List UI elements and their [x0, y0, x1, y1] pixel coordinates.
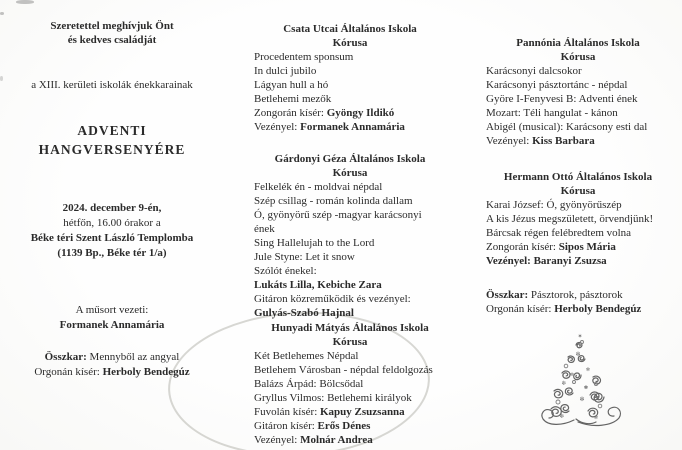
- host-name: Formanek Annamária: [59, 319, 165, 331]
- song-title: Betlehem Városban - népdal feldolgozás: [254, 364, 433, 376]
- song-title: Karácsonyi dalcsokor: [486, 65, 582, 77]
- choir-name: [478, 36, 678, 64]
- choir-name: [478, 170, 678, 198]
- svg-text:✶: ✶: [577, 333, 583, 340]
- choir-name-line-2: Kórusa: [332, 37, 368, 49]
- song-title: Felkelék én - moldvai népdal: [254, 181, 383, 193]
- scan-smudge: [0, 12, 4, 15]
- opening-block: [10, 350, 214, 380]
- credit-label: Gitáron kísér:: [254, 420, 318, 432]
- song-title: Karai József: Ó, gyönyörűszép: [486, 199, 622, 211]
- credit-name: Erős Dénes: [317, 420, 371, 432]
- svg-text:✻: ✻: [593, 415, 599, 421]
- event-subtitle: a XIII. kerületi iskolák énekkarainak: [31, 79, 193, 91]
- finale-block: [478, 288, 678, 316]
- song-title: Sing Hallelujah to the Lord: [254, 237, 375, 249]
- greeting-line-2: és kedves családját: [67, 34, 157, 46]
- organ-credit-line: [478, 302, 678, 316]
- credit-label: Zongorán kísér:: [486, 241, 559, 253]
- opening-piece: Mennyből az angyal: [89, 351, 180, 363]
- credit-label: Zongorán kísér:: [254, 107, 327, 119]
- event-title-line-2: HANGVERSENYÉRE: [38, 142, 186, 157]
- credit-label: Vezényel:: [254, 121, 301, 133]
- svg-text:✻: ✻: [575, 351, 581, 358]
- event-date: 2024. december 9-én,: [62, 202, 162, 214]
- choir-name-line-2: Kórusa: [560, 185, 596, 197]
- credit-label: Fuvolán kísér:: [254, 406, 320, 418]
- svg-text:❄: ❄: [561, 380, 567, 387]
- organ-name: Herboly Bendegúz: [102, 366, 190, 378]
- song-title: Györe I-Fenyvesi B: Adventi ének: [486, 93, 638, 105]
- song-title: Mozart: Téli hangulat - kánon: [486, 107, 618, 119]
- choir-name-line-1: Csata Utcai Általános Iskola: [283, 23, 417, 35]
- svg-text:✻: ✻: [585, 367, 591, 373]
- song-title: Ó, gyönyörű szép -magyar karácsonyi ének: [254, 209, 422, 235]
- credit-line-conductor: [248, 433, 452, 447]
- event-title-line-1: ADVENTI: [77, 123, 147, 138]
- credit-name: Sipos Mária: [558, 241, 616, 253]
- song-title: Bárcsak régen felébredtem volna: [486, 227, 632, 239]
- guitar-conductor-label: Gitáron közreműködik és vezényel:: [254, 293, 411, 305]
- opening-label: Összkar:: [44, 351, 90, 363]
- choir-block-hunyadi: [248, 321, 452, 447]
- credit-line-guitar: [248, 419, 452, 433]
- choir-name-line-2: Kórusa: [332, 167, 368, 179]
- song-title: Lágyan hull a hó: [254, 79, 329, 91]
- credit-name: Kapuy Zsuzsanna: [320, 406, 405, 418]
- song-title: Két Betlehemes Népdal: [254, 350, 359, 362]
- choir-name-line-1: Hunyadi Mátyás Általános Iskola: [271, 322, 429, 334]
- choir-block-hermann: [478, 170, 678, 268]
- credit-name: Formanek Annamária: [300, 121, 405, 133]
- greeting-line-1: Szeretettel meghívjuk Önt: [50, 20, 174, 32]
- scan-smudge: [16, 0, 34, 4]
- organ-credit-line: [10, 365, 214, 380]
- credit-line-conductor: [478, 134, 678, 148]
- choir-name-line-2: Kórusa: [332, 336, 368, 348]
- song-title: In dulci jubilo: [254, 65, 317, 77]
- credit-name: Gyöngy Ildikó: [326, 107, 395, 119]
- choir-name: [248, 22, 452, 50]
- venue-address: (1139 Bp., Béke tér 1/a): [57, 247, 167, 259]
- event-title: [10, 121, 214, 159]
- greeting-text: [10, 19, 214, 47]
- guitar-conductor-name: Gulyás-Szabó Hajnal: [254, 307, 354, 319]
- song-title: Gryllus Vilmos: Betlehemi királyok: [254, 392, 412, 404]
- choir-name-line-2: Kórusa: [560, 51, 596, 63]
- choir-name-line-1: Pannónia Általános Iskola: [516, 37, 640, 49]
- credit-line-piano: [248, 106, 452, 120]
- song-title: Szép csillag - román kolinda dallam: [254, 195, 413, 207]
- song-title: Jule Styne: Let it snow: [254, 251, 355, 263]
- song-title: Betlehemi mezők: [254, 93, 332, 105]
- svg-text:❄: ❄: [569, 372, 575, 378]
- credit-name: Molnár Andrea: [300, 434, 373, 446]
- song-title: Balázs Árpád: Bölcsődal: [254, 378, 364, 390]
- choir-block-gardonyi: [248, 152, 452, 320]
- song-title: Karácsonyi pásztortánc - népdal: [486, 79, 628, 91]
- host-block: [10, 303, 214, 333]
- solo-names: Lukáts Lilla, Kebiche Zara: [254, 279, 382, 291]
- credit-name: Baranyi Zsuzsa: [533, 255, 607, 267]
- finale-ensemble-line: [478, 288, 678, 302]
- credit-line-piano: [478, 240, 678, 254]
- credit-line-conductor: [248, 120, 452, 134]
- finale-label: Összkar:: [486, 289, 531, 301]
- song-title: Procedentem sponsum: [254, 51, 354, 63]
- song-title: A kis Jézus megszületett, örvendjünk!: [486, 213, 654, 225]
- opening-ensemble-line: [10, 350, 214, 365]
- organ-label: Orgonán kísér:: [34, 366, 103, 378]
- song-title: Abigél (musical): Karácsony esti dal: [486, 121, 648, 133]
- choir-name: [248, 321, 452, 349]
- credit-label: Vezényel:: [486, 255, 534, 267]
- choir-name-line-1: Hermann Ottó Általános Iskola: [503, 171, 653, 183]
- svg-text:✽: ✽: [583, 385, 589, 391]
- event-time: hétfőn, 16.00 órakor a: [63, 217, 161, 229]
- event-datetime-venue: [10, 201, 214, 261]
- choir-name: [248, 152, 452, 180]
- credit-line-conductor: [478, 254, 678, 268]
- scan-smudge: [0, 76, 3, 81]
- venue-name: Béke téri Szent László Templomba: [30, 232, 194, 244]
- christmas-tree-icon: [538, 332, 628, 432]
- choir-block-pannonia: [478, 36, 678, 148]
- credit-label: Vezényel:: [486, 135, 533, 147]
- organ-name: Herboly Bendegúz: [554, 303, 642, 315]
- credit-label: Vezényel:: [254, 434, 301, 446]
- organ-label: Orgonán kísér:: [486, 303, 555, 315]
- credit-name: Kiss Barbara: [532, 135, 595, 147]
- choir-name-line-1: Gárdonyi Géza Általános Iskola: [274, 153, 426, 165]
- credit-line-flute: [248, 405, 452, 419]
- svg-text:✻: ✻: [579, 396, 585, 403]
- host-label: A műsort vezeti:: [75, 304, 149, 316]
- choir-block-csata: [248, 22, 452, 134]
- solo-label: Szólót énekel:: [254, 265, 317, 277]
- svg-text:❄: ❄: [559, 413, 565, 420]
- finale-piece: Pásztorok, pásztorok: [530, 289, 623, 301]
